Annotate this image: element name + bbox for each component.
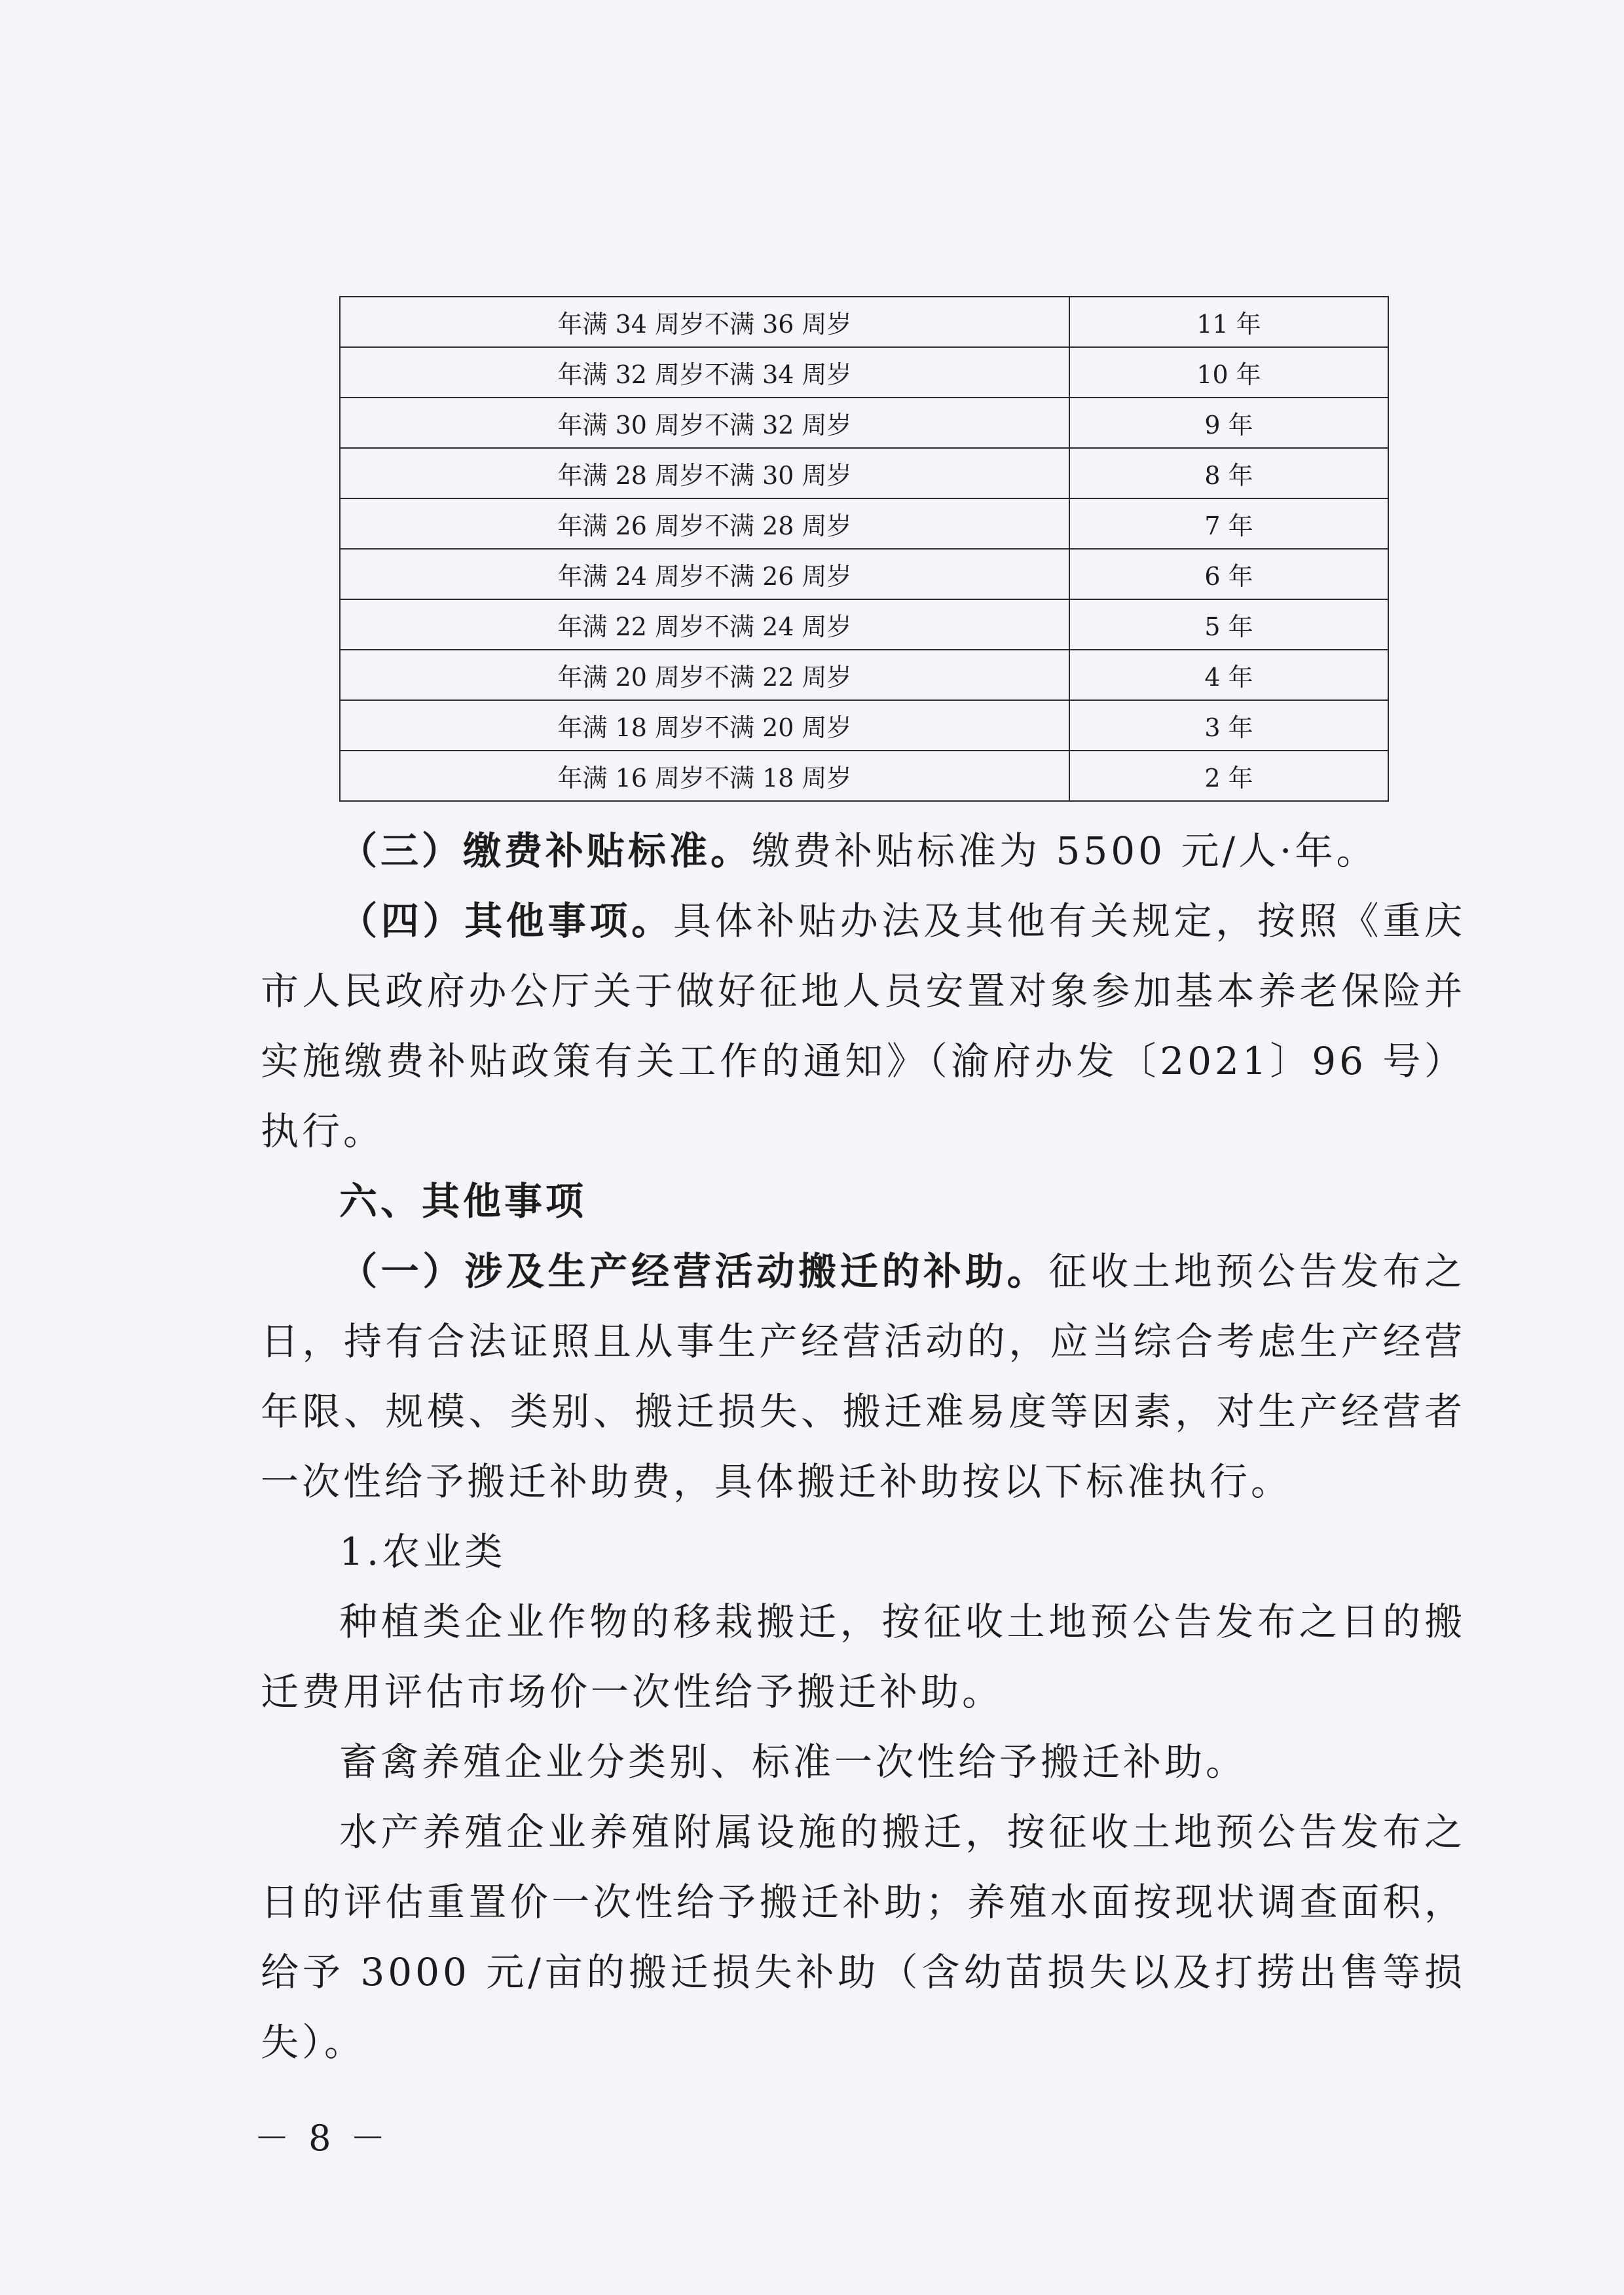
age-range-cell: 年满 18 周岁不满 20 周岁 [340,700,1069,751]
age-range-cell: 年满 32 周岁不满 34 周岁 [340,347,1069,398]
page-number: － 8 － [254,2118,390,2159]
years-cell: 7 年 [1069,498,1388,549]
table-row [340,297,1388,347]
years-cell: 9 年 [1069,398,1388,448]
chapter-heading-6: 六、其他事项 [339,1179,587,1223]
section-heading-3: （三）缴费补贴标准。 [339,829,752,873]
age-range-cell: 年满 30 周岁不满 32 周岁 [340,398,1069,448]
years-cell: 11 年 [1069,297,1388,347]
age-years-table-body [340,297,1388,801]
subheading-agriculture: 1.农业类 [339,1529,506,1574]
paragraph-planting: 种植类企业作物的移栽搬迁，按征收土地预公告发布之日的搬迁费用评估市场价一次性给予搬迁补助。 [261,1599,1466,1714]
years-cell: 2 年 [1069,751,1388,801]
age-range-cell: 年满 24 周岁不满 26 周岁 [340,549,1069,599]
paragraph-other-matters [261,886,1466,1166]
age-range-cell: 年满 22 周岁不满 24 周岁 [340,599,1069,650]
age-range-cell: 年满 16 周岁不满 18 周岁 [340,751,1069,801]
paragraph-text: 征收土地预公告发布之日，持有合法证照且从事生产经营活动的，应当综合考虑生产经营年限、规模、类别、搬迁损失、搬迁难易度等因素，对生产经营者一次性给予搬迁补助费，具体搬迁补助按以下标准执行。 [261,1249,1466,1504]
years-cell: 4 年 [1069,650,1388,700]
years-cell: 5 年 [1069,599,1388,650]
paragraph-aquaculture: 水产养殖企业养殖附属设施的搬迁，按征收土地预公告发布之日的评估重置价一次性给予搬迁补助；养殖水面按现状调查面积，给予 3000 元/亩的搬迁损失补助（含幼苗损失以及打捞出售等损失）。 [261,1810,1466,2064]
paragraph-text: 缴费补贴标准为 5500 元/人·年。 [752,829,1378,873]
paragraph-livestock: 畜禽养殖企业分类别、标准一次性给予搬迁补助。 [339,1740,1247,1784]
age-range-cell: 年满 26 周岁不满 28 周岁 [340,498,1069,549]
table-row [340,398,1388,448]
age-range-cell: 年满 28 周岁不满 30 周岁 [340,448,1069,498]
years-cell: 6 年 [1069,549,1388,599]
table-row [340,700,1388,751]
body-text [261,816,1466,2078]
table-row [340,549,1388,599]
table-row [340,650,1388,700]
table-row [340,498,1388,549]
table-row [340,599,1388,650]
years-cell: 10 年 [1069,347,1388,398]
paragraph-text: 具体补贴办法及其他有关规定，按照《重庆市人民政府办公厅关于做好征地人员安置对象参加基本养老保险并实施缴费补贴政策有关工作的通知》（渝府办发〔2021〕96 号）执行。 [261,899,1466,1153]
paragraph-payment-standard [261,816,1466,886]
years-cell: 3 年 [1069,700,1388,751]
age-range-cell: 年满 20 周岁不满 22 周岁 [340,650,1069,700]
table-row [340,347,1388,398]
years-cell: 8 年 [1069,448,1388,498]
table-row [340,751,1388,801]
table-row [340,448,1388,498]
age-years-table [339,296,1389,802]
paragraph-relocation-subsidy [261,1237,1466,1517]
section-heading-6-1: （一）涉及生产经营活动搬迁的补助。 [339,1249,1049,1294]
section-heading-4: （四）其他事项。 [339,899,673,943]
age-range-cell: 年满 34 周岁不满 36 周岁 [340,297,1069,347]
